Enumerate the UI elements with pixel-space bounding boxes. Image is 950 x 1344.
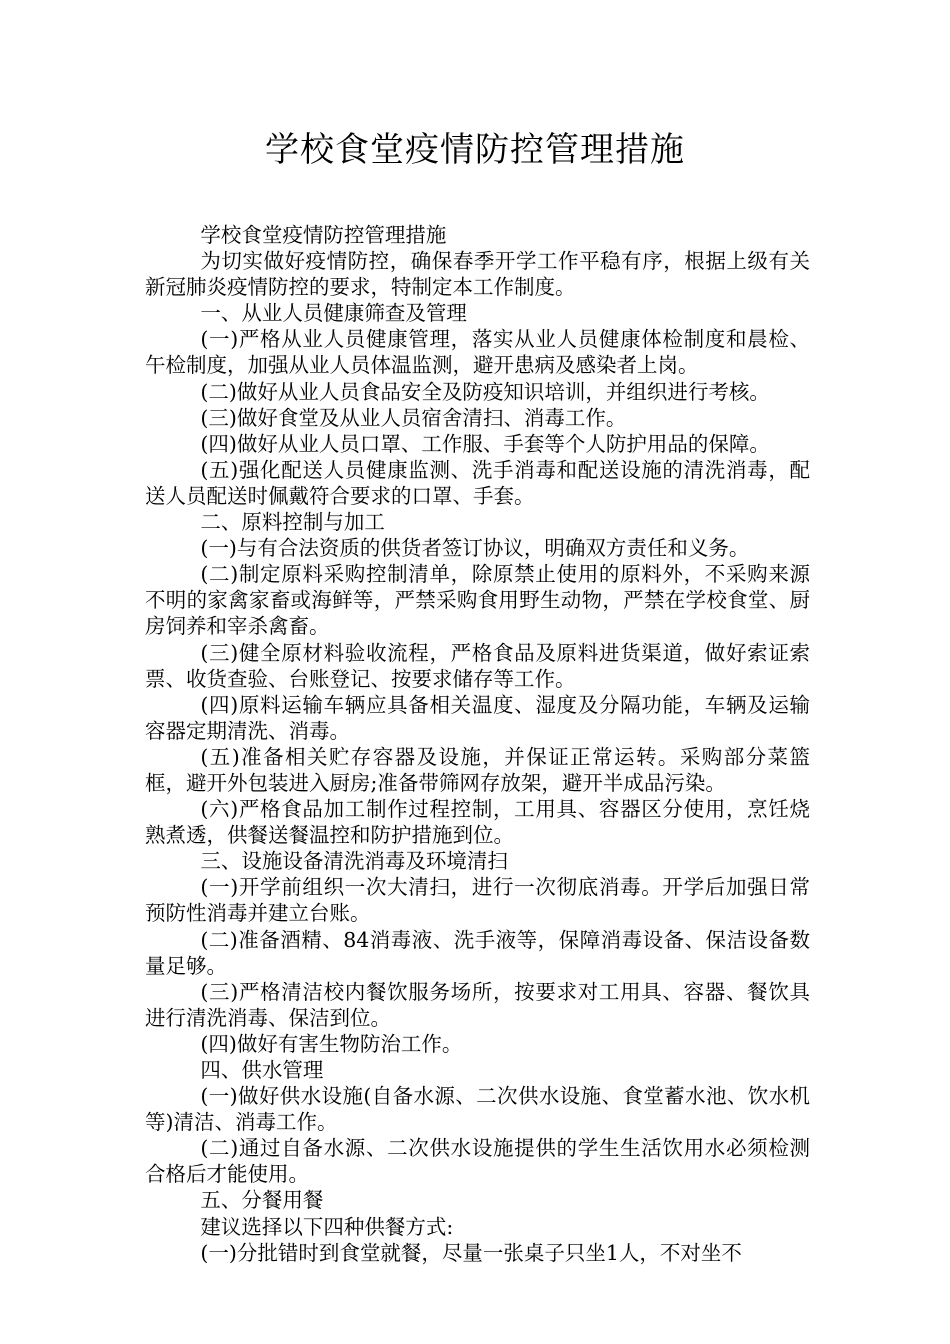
document-title: 学校食堂疫情防控管理措施 [265, 130, 685, 170]
section-heading: 二、原料控制与加工 [200, 510, 385, 535]
section-heading: 四、供水管理 [200, 1058, 324, 1082]
paragraph: (一)做好供水设施(自备水源、二次供水设施、食堂蓄水池、饮水机等)清洁、消毒工作。 [145, 1084, 810, 1135]
paragraph: (一)开学前组织一次大清扫，进行一次彻底消毒。开学后加强日常预防性消毒并建立台账。 [145, 875, 810, 926]
paragraph: (二)准备酒精、84消毒液、洗手液等，保障消毒设备、保洁设备数量足够。 [145, 927, 810, 978]
paragraph: (四)原料运输车辆应具备相关温度、湿度及分隔功能，车辆及运输容器定期清洗、消毒。 [145, 692, 810, 743]
paragraph: (三)严格清洁校内餐饮服务场所，按要求对工用具、容器、餐饮具进行清洗消毒、保洁到位。 [145, 979, 810, 1030]
section-heading: 五、分餐用餐 [200, 1188, 324, 1213]
paragraph: (五)准备相关贮存容器及设施，并保证正常运转。采购部分菜篮框，避开外包装进入厨房;准备带筛网存放架，避开半成品污染。 [145, 744, 810, 795]
paragraph: (四)做好从业人员口罩、工作服、手套等个人防护用品的保障。 [200, 431, 770, 456]
paragraph: (二)做好从业人员食品安全及防疫知识培训，并组织进行考核。 [200, 379, 770, 404]
paragraph: (二)制定原料采购控制清单，除原禁止使用的原料外，不采购来源不明的家禽家畜或海鲜等，严禁采购食用野生动物，严禁在学校食堂、厨房饲养和宰杀禽畜。 [145, 562, 810, 639]
document-body [145, 222, 810, 1266]
paragraph: (三)健全原材料验收流程，严格食品及原料进货渠道，做好索证索票、收货查验、台账登记、按要求储存等工作。 [145, 640, 810, 691]
paragraph: (五)强化配送人员健康监测、洗手消毒和配送设施的清洗消毒，配送人员配送时佩戴符合要求的口罩、手套。 [145, 457, 810, 508]
paragraph: (一)分批错时到食堂就餐，尽量一张桌子只坐1人，不对坐不 [200, 1240, 742, 1265]
paragraph: (一)严格从业人员健康管理，落实从业人员健康体检制度和晨检、午检制度，加强从业人员体温监测，避开患病及感染者上岗。 [145, 327, 810, 378]
section-heading: 一、从业人员健康筛查及管理 [200, 301, 467, 326]
paragraph: 建议选择以下四种供餐方式: [200, 1214, 454, 1239]
paragraph: (四)做好有害生物防治工作。 [200, 1031, 463, 1056]
section-heading: 三、设施设备清洗消毒及环境清扫 [200, 849, 508, 874]
paragraph: (二)通过自备水源、二次供水设施提供的学生生活饮用水必须检测合格后才能使用。 [145, 1136, 810, 1187]
paragraph: 学校食堂疫情防控管理措施 [200, 223, 447, 247]
paragraph: (一)与有合法资质的供货者签订协议，明确双方责任和义务。 [200, 536, 750, 561]
paragraph: (六)严格食品加工制作过程控制，工用具、容器区分使用，烹饪烧熟煮透，供餐送餐温控和防护措施到位。 [145, 797, 810, 848]
paragraph: 为切实做好疫情防控，确保春季开学工作平稳有序，根据上级有关新冠肺炎疫情防控的要求，特制定本工作制度。 [145, 249, 810, 300]
paragraph: (三)做好食堂及从业人员宿舍清扫、消毒工作。 [200, 405, 627, 430]
